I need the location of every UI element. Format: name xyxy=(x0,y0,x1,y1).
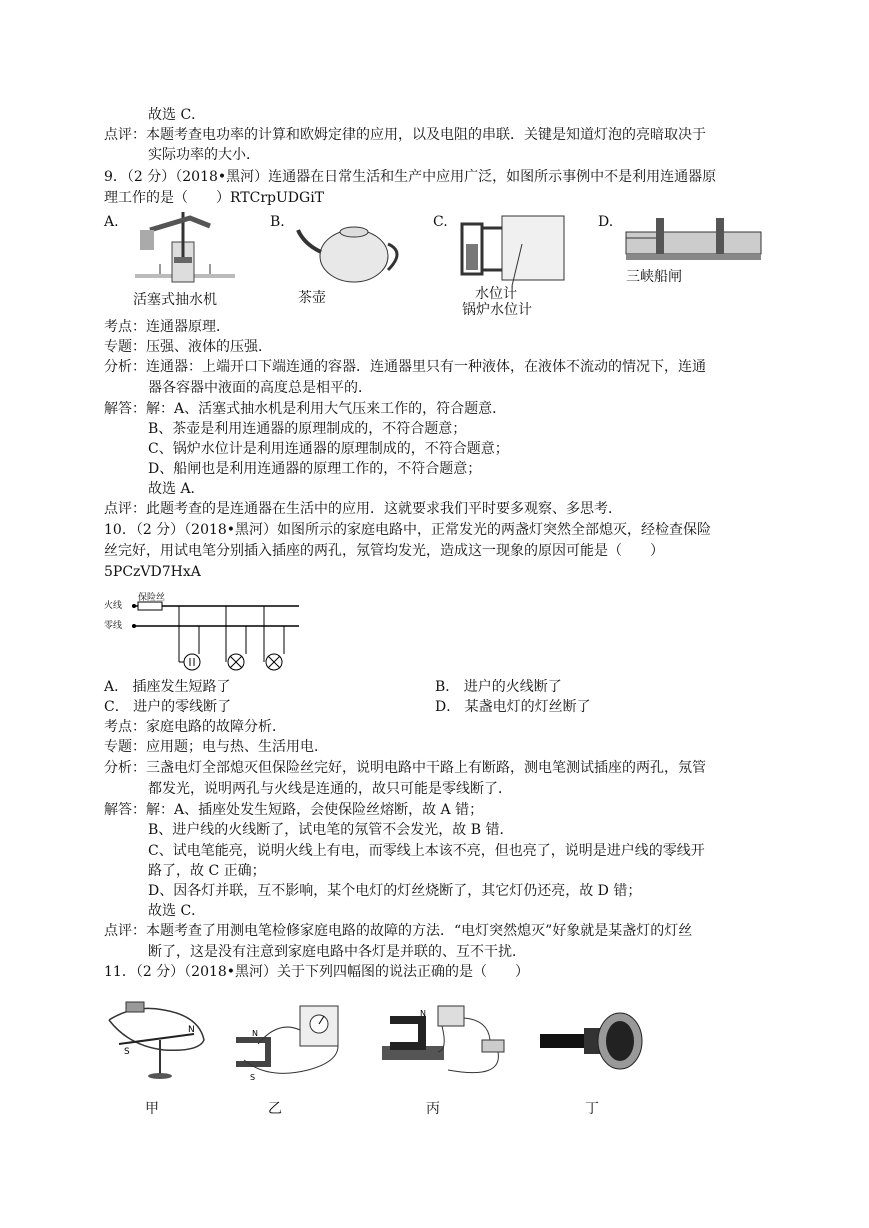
fuse-label: 保险丝 xyxy=(138,593,166,603)
socket-symbol xyxy=(184,654,200,670)
q10-stem-code: 5PCzVD7HxA xyxy=(104,564,201,580)
q9-option-a-caption: 活塞式抽水机 xyxy=(133,292,217,308)
neutral-wire-label: 零线 xyxy=(104,621,123,631)
q9-jieda-line: B、茶壶是利用连通器的原理制成的，不符合题意； xyxy=(148,421,467,437)
q9-jieda-line: 故选 A． xyxy=(148,481,205,497)
boiler-gauge-image xyxy=(462,214,572,286)
svg-text:N: N xyxy=(252,1029,258,1038)
q10-fenxi-cont: 都发光，说明两孔与火线是连通的，故只可能是零线断了． xyxy=(148,781,512,797)
q10-option-a: A． 插座发生短路了 xyxy=(104,679,231,695)
svg-text:N: N xyxy=(188,1025,195,1035)
q9-jieda-line: C、锅炉水位计是利用连通器的原理制成的，不符合题意； xyxy=(148,441,509,457)
q10-jieda-line: 解答：解：A、插座处发生短路，会使保险丝熔断，故 A 错； xyxy=(104,802,484,818)
figure-label-yi: 乙 xyxy=(268,1101,282,1117)
teapot-image xyxy=(296,222,406,284)
q9-dianping: 点评：此题考查的是连通器在生活中的应用．这就要求我们平时要多观察、多思考． xyxy=(104,501,622,517)
q9-option-b-caption: 茶壶 xyxy=(298,290,326,306)
q9-fenxi-cont: 器各容器中液面的高度总是相平的． xyxy=(148,380,372,396)
electromagnetic-induction-image xyxy=(228,1000,368,1082)
piston-pump-image xyxy=(130,212,240,287)
household-circuit-diagram xyxy=(104,592,304,674)
q10-jieda-line: D、因各灯并联，互不影响，某个电灯的灯丝烧断了，其它灯仍还亮，故 D 错； xyxy=(148,883,642,899)
comment-line: 点评：本题考查电功率的计算和欧姆定律的应用，以及电阻的串联．关键是知道灯泡的亮暗取决于 xyxy=(104,127,706,143)
q10-option-d: D． 某盏电灯的灯丝断了 xyxy=(435,699,591,715)
q10-stem-cont: 丝完好，用试电笔分别插入插座的两孔，氖管均发光，造成这一现象的原因可能是（ ） xyxy=(104,543,664,559)
q10-dianping-cont: 断了，这是没有注意到家庭电路中各灯是并联的、互不干扰． xyxy=(148,944,526,960)
q9-jieda-line: 解答：解：A、活塞式抽水机是利用大气压来工作的，符合题意． xyxy=(104,401,507,417)
q9-option-c-inner-label: 水位计 xyxy=(475,286,517,302)
oersted-experiment-image xyxy=(104,1000,219,1082)
figure-label-ding: 丁 xyxy=(585,1101,599,1117)
q10-fenxi: 分析：三盏电灯全部熄灭但保险丝完好，说明电路中干路上有断路，测电笔测试插座的两孔，氖管 xyxy=(104,760,706,776)
q10-stem: 10．（2 分）（2018•黑河）如图所示的家庭电路中，正常发光的两盏灯突然全部熄灭，经检查保险 xyxy=(104,522,712,538)
q10-jieda-line: C、试电笔能亮，说明火线上有电，而零线上本该不亮，但也亮了，说明是进户线的零线开 xyxy=(148,843,705,859)
microphone-image xyxy=(538,1008,648,1078)
answer-line: 故选 C． xyxy=(148,107,206,123)
q9-option-d-caption: 三峡船闸 xyxy=(626,269,682,285)
figure-label-bing: 丙 xyxy=(426,1101,440,1117)
q9-option-a-letter: A. xyxy=(104,214,119,230)
q9-fenxi: 分析：连通器：上端开口下端连通的容器．连通器里只有一种液体，在液体不流动的情况下，连通 xyxy=(104,359,706,375)
q9-stem: 9．（2 分）（2018•黑河）连通器在日常生活和生产中应用广泛，如图所示事例中不是利用连通器原 xyxy=(104,169,717,185)
svg-text:S: S xyxy=(124,1047,130,1057)
svg-text:S: S xyxy=(250,1073,256,1082)
q10-kaodian: 考点：家庭电路的故障分析． xyxy=(104,719,286,735)
q10-dianping: 点评：本题考查了用测电笔检修家庭电路的故障的方法．“电灯突然熄灭”好象就是某盏灯的灯丝 xyxy=(104,923,693,939)
q9-kaodian: 考点：连通器原理． xyxy=(104,319,230,335)
q10-option-b: B． 进户的火线断了 xyxy=(435,679,562,695)
svg-text:N: N xyxy=(420,1009,426,1018)
q10-option-c: C． 进户的零线断了 xyxy=(104,699,232,715)
q10-zhuanti: 专题：应用题；电与热、生活用电． xyxy=(104,739,328,755)
q9-option-d-letter: D. xyxy=(598,214,614,230)
live-wire-label: 火线 xyxy=(104,601,123,611)
q10-jieda-line: 路了，故 C 正确； xyxy=(148,863,266,879)
q9-option-c-letter: C. xyxy=(433,214,448,230)
q9-stem-cont: 理工作的是（ ）RTCrpUDGiT xyxy=(104,190,325,206)
q9-option-b-letter: B. xyxy=(270,214,285,230)
q11-stem: 11．（2 分）（2018•黑河）关于下列四幅图的说法正确的是（ ） xyxy=(104,964,530,980)
q9-jieda-line: D、船闸也是利用连通器的原理工作的，不符合题意； xyxy=(148,461,482,477)
q9-zhuanti: 专题：压强、液体的压强． xyxy=(104,339,272,355)
figure-label-jia: 甲 xyxy=(145,1101,159,1117)
comment-line-cont: 实际功率的大小． xyxy=(148,147,260,163)
motor-experiment-image xyxy=(378,1000,518,1082)
q10-jieda-line: B、进户线的火线断了，试电笔的氖管不会发光，故 B 错． xyxy=(148,822,514,838)
q9-option-c-caption: 锅炉水位计 xyxy=(462,302,532,318)
q10-jieda-line: 故选 C． xyxy=(148,903,206,919)
ship-lock-image xyxy=(626,212,761,262)
